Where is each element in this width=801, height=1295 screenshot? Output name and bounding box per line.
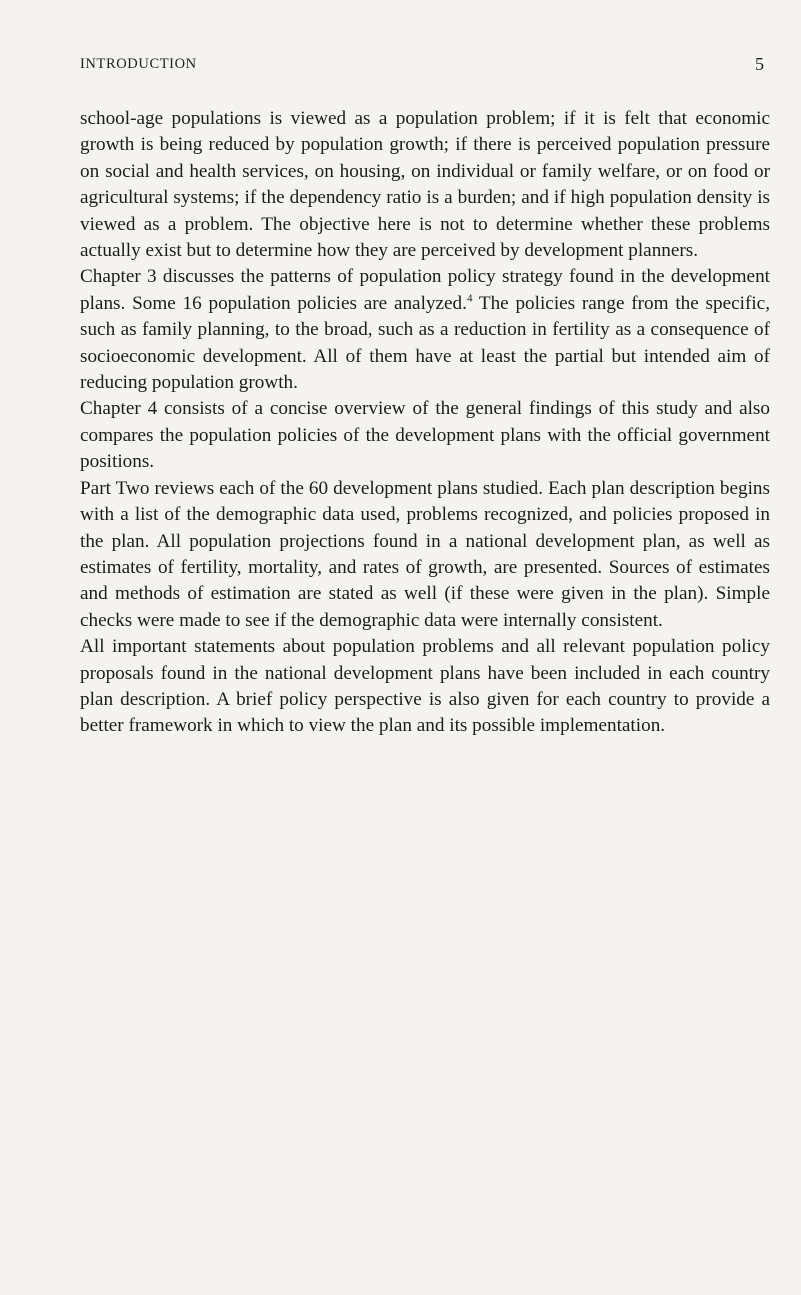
paragraph-2-text-b: The policies range from the specific, such as family planning, to the broad, such as a reduction in fertility as a consequence of socioeconomic development. All of them have at least the partial but intended aim of reducing population growth.: [80, 292, 770, 394]
paragraph-2-text-a: Chapter 3 discusses the patterns of population policy strategy found in the development plans. Some 16 population policies are analyzed.: [80, 266, 770, 314]
paragraph-5: All important statements about population problems and all relevant population policy proposals found in the national development plans have been included in each country plan description. A brief policy perspective is also given for each country to provide a better framework in which to view the plan and its possible implementation.: [80, 636, 770, 737]
chapter-title: INTRODUCTION: [80, 56, 197, 72]
paragraph-4: Part Two reviews each of the 60 development plans studied. Each plan description begins with a list of the demographic data used, problems recognized, and policies proposed in the plan. All population projections found in a national development plan, as well as estimates of fertility, mortality, and rates of growth, are presented. Sources of estimates and methods of estimation are stated as well (if these were given in the plan). Simple checks were made to see if the demographic data were internally consistent.: [80, 477, 770, 631]
paragraph-3: Chapter 4 consists of a concise overview of the general findings of this study and also compares the population policies of the development plans with the official government positions.: [80, 398, 770, 473]
body-text: [80, 106, 770, 740]
page-number: 5: [755, 54, 764, 74]
running-head: [80, 56, 764, 78]
paragraph-2: [80, 264, 770, 396]
footnote-marker: 4: [466, 292, 473, 305]
paragraph-1: school-age populations is viewed as a population problem; if it is felt that economic growth is being reduced by population growth; if there is perceived population pressure on social and health services, on housing, on individual or family welfare, or on food or agricultural systems; if the dependency ratio is a burden; and if high population density is viewed as a problem. The objective here is not to determine whether these problems actually exist but to determine how they are perceived by development planners.: [80, 108, 770, 262]
